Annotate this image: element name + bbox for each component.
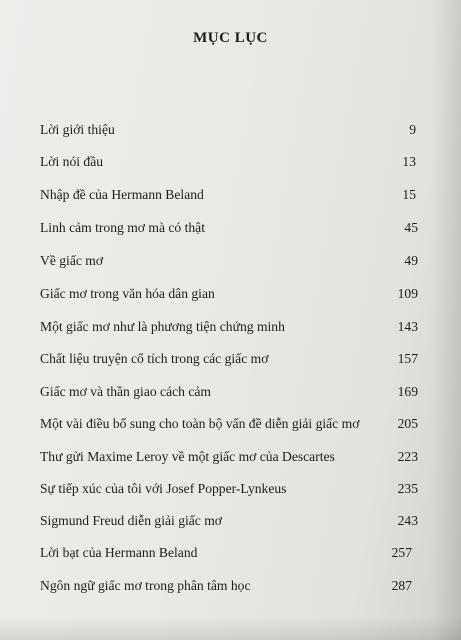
toc-entry-page: 45	[404, 220, 418, 235]
toc-entry-title: Sự tiếp xúc của tôi với Josef Popper-Lynkeus	[40, 481, 287, 496]
toc-entry	[40, 154, 418, 176]
toc-entry-page: 169	[397, 384, 418, 399]
toc-entry	[40, 220, 418, 242]
toc-entry-title: Linh cảm trong mơ mà có thật	[40, 220, 205, 235]
toc-entry-page: 9	[409, 122, 416, 137]
toc-entry-title: Ngôn ngữ giấc mơ trong phân tâm học	[40, 578, 251, 593]
toc-entry-page: 205	[397, 416, 418, 431]
toc-entry-page: 235	[397, 481, 418, 496]
toc-entry-page: 287	[391, 578, 412, 593]
toc-entry-title: Một vài điều bổ sung cho toàn bộ vấn đề diễn giải giấc mơ	[40, 416, 360, 431]
toc-entry-page: 143	[397, 319, 418, 334]
toc-entry	[40, 481, 418, 503]
toc-entry-title: Nhập đề của Hermann Beland	[40, 187, 204, 202]
toc-entry-page: 223	[397, 449, 418, 464]
toc-entry	[40, 513, 418, 535]
toc-entry	[40, 416, 418, 438]
toc-entry	[40, 286, 418, 308]
toc-entry-title: Chất liệu truyện cổ tích trong các giấc mơ	[40, 351, 269, 366]
toc-entry	[40, 351, 418, 373]
toc-entry	[40, 545, 418, 567]
toc-entry-page: 157	[397, 351, 418, 366]
toc-entry-title: Thư gửi Maxime Leroy về một giấc mơ của Descartes	[40, 449, 335, 464]
toc-entry-title: Sigmund Freud diễn giải giấc mơ	[40, 513, 222, 528]
toc-entry-title: Về giấc mơ	[40, 253, 104, 268]
page-title: MỤC LỤC	[193, 30, 268, 46]
toc-entry-page: 49	[404, 253, 418, 268]
toc-entry-page: 15	[402, 187, 416, 202]
toc-entry-title: Lời nói đầu	[40, 154, 104, 169]
toc-entry	[40, 253, 418, 275]
toc-entry-page: 257	[391, 545, 412, 560]
toc-entry	[40, 384, 418, 406]
toc-entry-title: Lời giới thiệu	[40, 122, 115, 137]
toc-entry-title: Giấc mơ trong văn hóa dân gian	[40, 286, 215, 301]
toc-entry-title: Lời bạt của Hermann Beland	[40, 545, 198, 560]
toc-entry-title: Giấc mơ và thần giao cách cảm	[40, 384, 211, 399]
toc-entry	[40, 578, 418, 600]
toc-entry-page: 109	[397, 286, 418, 301]
toc-entry-title: Một giấc mơ như là phương tiện chứng minh	[40, 319, 285, 334]
toc-entry	[40, 122, 418, 144]
toc-entry-page: 243	[397, 513, 418, 528]
toc-entry	[40, 187, 418, 209]
toc-entry	[40, 449, 418, 471]
toc-entry	[40, 319, 418, 341]
toc-entry-page: 13	[402, 154, 416, 169]
